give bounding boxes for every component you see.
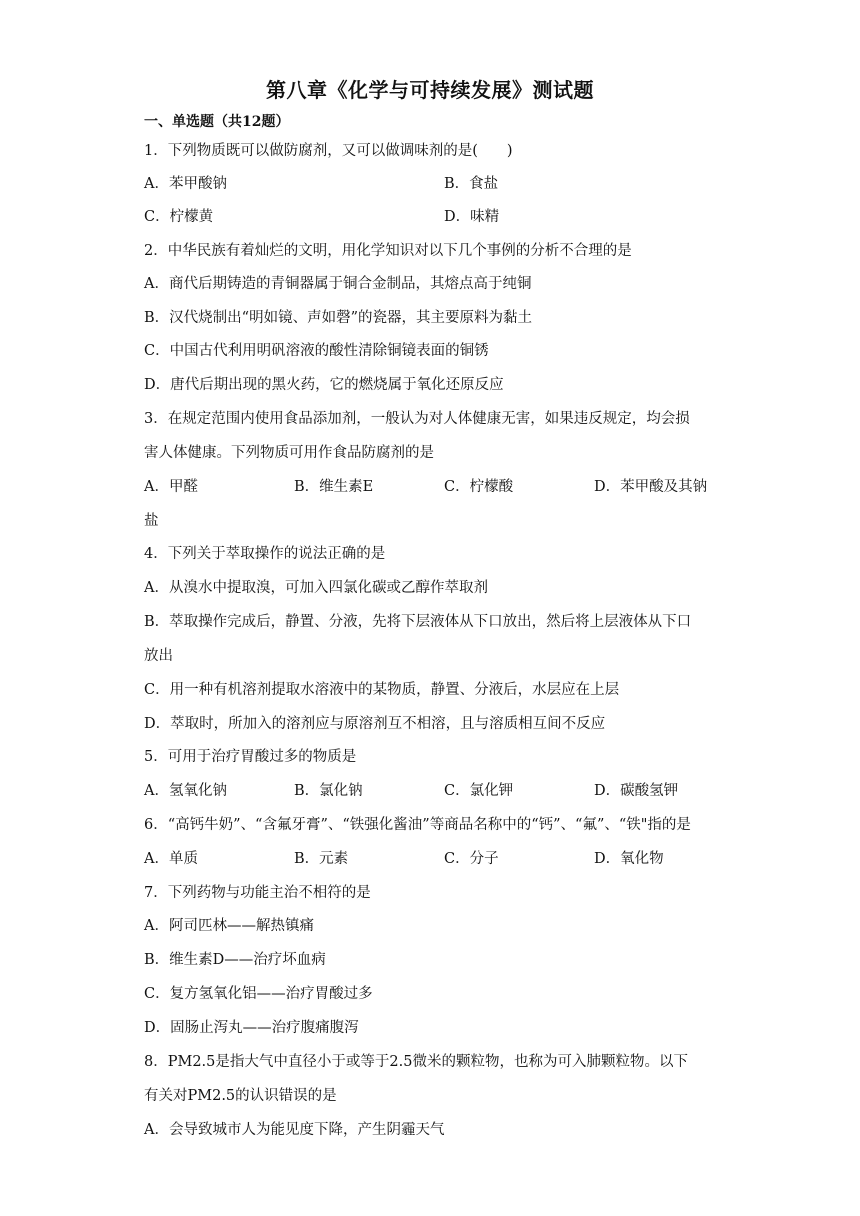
question-4-option-d: D．萃取时，所加入的溶剂应与原溶剂互不相溶，且与溶质相互间不反应	[144, 716, 606, 732]
question-6-option-d: D．氧化物	[594, 851, 664, 867]
question-7-option-b: B．维生素D——治疗坏血病	[144, 952, 326, 968]
question-5-stem: 5．可用于治疗胃酸过多的物质是	[144, 749, 357, 765]
question-2-option-a: A．商代后期铸造的青铜器属于铜合金制品，其熔点高于纯铜	[144, 276, 532, 292]
question-7-option-c: C．复方氢氧化铝——治疗胃酸过多	[144, 986, 373, 1002]
question-2-option-c: C．中国古代利用明矾溶液的酸性清除铜镜表面的铜锈	[144, 343, 489, 359]
question-1-option-a: A．苯甲酸钠	[144, 176, 227, 192]
page-title: 第八章《化学与可持续发展》测试题	[266, 78, 594, 102]
question-5-option-a: A．氢氧化钠	[144, 783, 227, 799]
question-4-option-c: C．用一种有机溶剂提取水溶液中的某物质，静置、分液后，水层应在上层	[144, 682, 620, 698]
question-1-option-b: B．食盐	[444, 176, 499, 192]
question-2-option-d: D．唐代后期出现的黑火药，它的燃烧属于氧化还原反应	[144, 377, 504, 393]
question-1-option-c: C．柠檬黄	[144, 209, 214, 225]
question-6-stem: 6．“高钙牛奶”、“含氟牙膏”、“铁强化酱油”等商品名称中的“钙”、“氟”、“铁"指的是	[144, 817, 691, 833]
question-2-option-b: B．汉代烧制出“明如镜、声如磬”的瓷器，其主要原料为黏土	[144, 310, 532, 326]
question-7-stem: 7．下列药物与功能主治不相符的是	[144, 885, 371, 901]
section-heading: 一、单选题（共12题）	[144, 114, 290, 130]
question-3-option-b: B．维生素E	[294, 479, 374, 495]
question-3-option-a: A．甲醛	[144, 479, 198, 495]
question-2-stem: 2．中华民族有着灿烂的文明，用化学知识对以下几个事例的分析不合理的是	[144, 243, 632, 259]
question-4-option-b-line-1: B．萃取操作完成后，静置、分液，先将下层液体从下口放出，然后将上层液体从下口	[144, 614, 692, 630]
question-5-option-d: D．碳酸氢钾	[594, 783, 679, 799]
question-3-option-d: D．苯甲酸及其钠	[594, 479, 708, 495]
question-7-option-a: A．阿司匹林——解热镇痛	[144, 918, 314, 934]
question-3-option-d-continued: 盐	[144, 513, 159, 529]
question-4-stem: 4．下列关于萃取操作的说法正确的是	[144, 546, 386, 562]
question-4-option-a: A．从溴水中提取溴，可加入四氯化碳或乙醇作萃取剂	[144, 580, 488, 596]
question-5-option-b: B．氯化钠	[294, 783, 363, 799]
question-4-option-b-line-2: 放出	[144, 648, 173, 664]
question-6-option-b: B．元素	[294, 851, 349, 867]
question-6-option-c: C．分子	[444, 851, 499, 867]
question-3-stem-line-2: 害人体健康。下列物质可用作食品防腐剂的是	[144, 445, 434, 461]
question-1-option-d: D．味精	[444, 209, 500, 225]
question-6-option-a: A．单质	[144, 851, 198, 867]
question-8-option-a: A．会导致城市人为能见度下降，产生阴霾天气	[144, 1122, 445, 1138]
question-8-stem-line-2: 有关对PM2.5的认识错误的是	[144, 1088, 337, 1104]
question-8-stem-line-1: 8．PM2.5是指大气中直径小于或等于2.5微米的颗粒物，也称为可入肺颗粒物。以下	[144, 1054, 688, 1070]
question-3-stem-line-1: 3．在规定范围内使用食品添加剂，一般认为对人体健康无害，如果违反规定，均会损	[144, 411, 690, 427]
question-3-option-c: C．柠檬酸	[444, 479, 514, 495]
question-7-option-d: D．固肠止泻丸——治疗腹痛腹泻	[144, 1020, 359, 1036]
question-1-stem: 1．下列物质既可以做防腐剂，又可以做调味剂的是( )	[144, 143, 513, 159]
question-5-option-c: C．氯化钾	[444, 783, 514, 799]
